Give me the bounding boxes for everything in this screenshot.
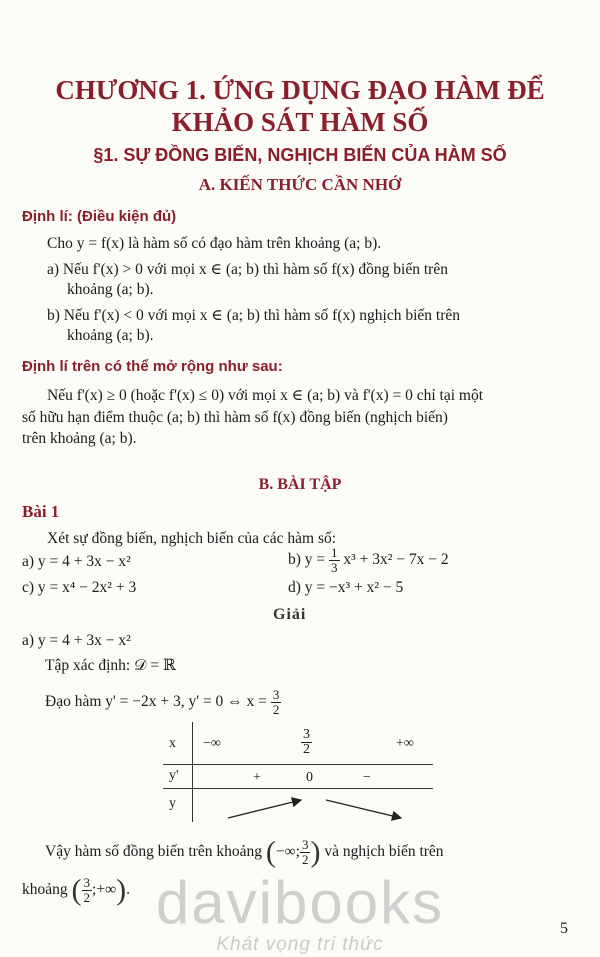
variation-table: [163, 722, 433, 822]
chapter-title-line2: KHẢO SÁT HÀM SỐ: [171, 107, 429, 137]
function-c: c) y = x⁴ − 2x² + 3: [22, 579, 137, 596]
table-arrows: [223, 792, 433, 822]
function-b-prefix: b) y =: [288, 551, 326, 568]
function-b-numerator: 1: [331, 544, 338, 560]
function-d: d) y = −x³ + x² − 5: [288, 579, 404, 596]
conclusion-line2: khoảng ( $\frac{3}{2}$ ;+∞).: [22, 873, 130, 907]
function-b-denominator: 3: [331, 559, 338, 575]
theorem-b-line2: khoảng (a; b).: [67, 327, 154, 344]
paren-open-2: (: [71, 873, 82, 907]
table-y-label: y: [169, 796, 176, 811]
part-b-title: B. BÀI TẬP: [258, 476, 342, 493]
interval2-numerator: 3: [83, 874, 91, 890]
theorem-b-line1: b) Nếu f'(x) < 0 với mọi x ∈ (a; b) thì hàm số f(x) nghịch biến trên: [47, 307, 461, 324]
table-yprime-minus: −: [363, 770, 371, 785]
table-x-label: x: [169, 736, 176, 751]
arrow-increasing: [228, 800, 301, 818]
paren-open: (: [265, 835, 276, 869]
critical-point-numerator: 3: [272, 686, 280, 702]
derivative-prefix: Đạo hàm y' = −2x + 3, y' = 0 ⇔ x =: [45, 693, 267, 710]
table-critical-denominator: 2: [303, 742, 310, 757]
table-critical-numerator: 3: [303, 727, 310, 742]
watermark-brand: davibooks: [155, 869, 445, 936]
extension-line1: Nếu f'(x) ≥ 0 (hoặc f'(x) ≤ 0) với mọi x ∈ (a; b) và f'(x) = 0 chỉ tại một: [47, 387, 484, 404]
interval2-denominator: 2: [83, 889, 91, 905]
extension-line3: trên khoảng (a; b).: [22, 430, 137, 447]
watermark-slogan: Khát vọng tri thức: [216, 934, 384, 955]
table-yprime-zero: 0: [306, 770, 313, 785]
table-x-critical: [301, 728, 312, 757]
table-divider-top: [163, 764, 433, 765]
table-yprime-plus: +: [253, 770, 261, 785]
interval1-fraction: [300, 838, 311, 867]
interval1-left: −∞;: [275, 843, 300, 860]
extension-label: Định lí trên có thể mở rộng như sau:: [22, 358, 283, 375]
function-b: [288, 543, 449, 577]
extension-line2: số hữu hạn điểm thuộc (a; b) thì hàm số f(x) đồng biến (nghịch biến): [22, 409, 448, 426]
function-b-suffix: x³ + 3x² − 7x − 2: [343, 551, 449, 568]
interval1-denominator: 2: [301, 851, 309, 867]
table-yprime-label: y': [169, 768, 179, 783]
domain-line: Tập xác định: 𝒟 = ℝ: [45, 657, 176, 674]
paren-close: ): [310, 835, 321, 869]
exercise-prompt: Xét sự đồng biến, nghịch biến của các hàm số:: [47, 530, 337, 547]
section-title: §1. SỰ ĐỒNG BIẾN, NGHỊCH BIẾN CỦA HÀM SỐ: [93, 145, 507, 165]
theorem-intro: Cho y = f(x) là hàm số có đạo hàm trên khoảng (a; b).: [47, 235, 382, 252]
table-divider-middle: [163, 788, 433, 789]
theorem-label: Định lí: (Điều kiện đủ): [22, 208, 177, 225]
chapter-title-line1: CHƯƠNG 1. ỨNG DỤNG ĐẠO HÀM ĐỂ: [55, 75, 545, 105]
critical-point-denominator: 2: [272, 701, 280, 717]
table-x-right: +∞: [396, 736, 414, 751]
theorem-a-line2: khoảng (a; b).: [67, 281, 154, 298]
function-b-fraction: [329, 546, 340, 575]
part-a-title: A. KIẾN THỨC CẦN NHỚ: [198, 175, 402, 194]
interval1-numerator: 3: [301, 836, 309, 852]
conclusion-khoang: khoảng: [22, 881, 68, 898]
table-x-left: −∞: [203, 736, 221, 751]
table-label-divider: [192, 722, 193, 822]
conclusion-prefix: Vậy hàm số đồng biến trên khoảng: [45, 843, 262, 860]
critical-point-fraction: [271, 688, 282, 717]
theorem-a-line1: a) Nếu f'(x) > 0 với mọi x ∈ (a; b) thì hàm số f(x) đồng biến trên: [47, 261, 448, 278]
arrow-decreasing: [326, 800, 401, 818]
paren-close-2: ): [116, 873, 127, 907]
derivative-line: [45, 685, 281, 719]
solution-a: a) y = 4 + 3x − x²: [22, 632, 131, 649]
function-a: a) y = 4 + 3x − x²: [22, 553, 131, 570]
conclusion-middle: và nghịch biến trên: [324, 843, 444, 860]
interval2-right: ;+∞: [92, 881, 117, 898]
exercise-title: Bài 1: [22, 502, 60, 521]
solution-label: Giải: [273, 606, 307, 623]
page-number: 5: [560, 920, 568, 937]
